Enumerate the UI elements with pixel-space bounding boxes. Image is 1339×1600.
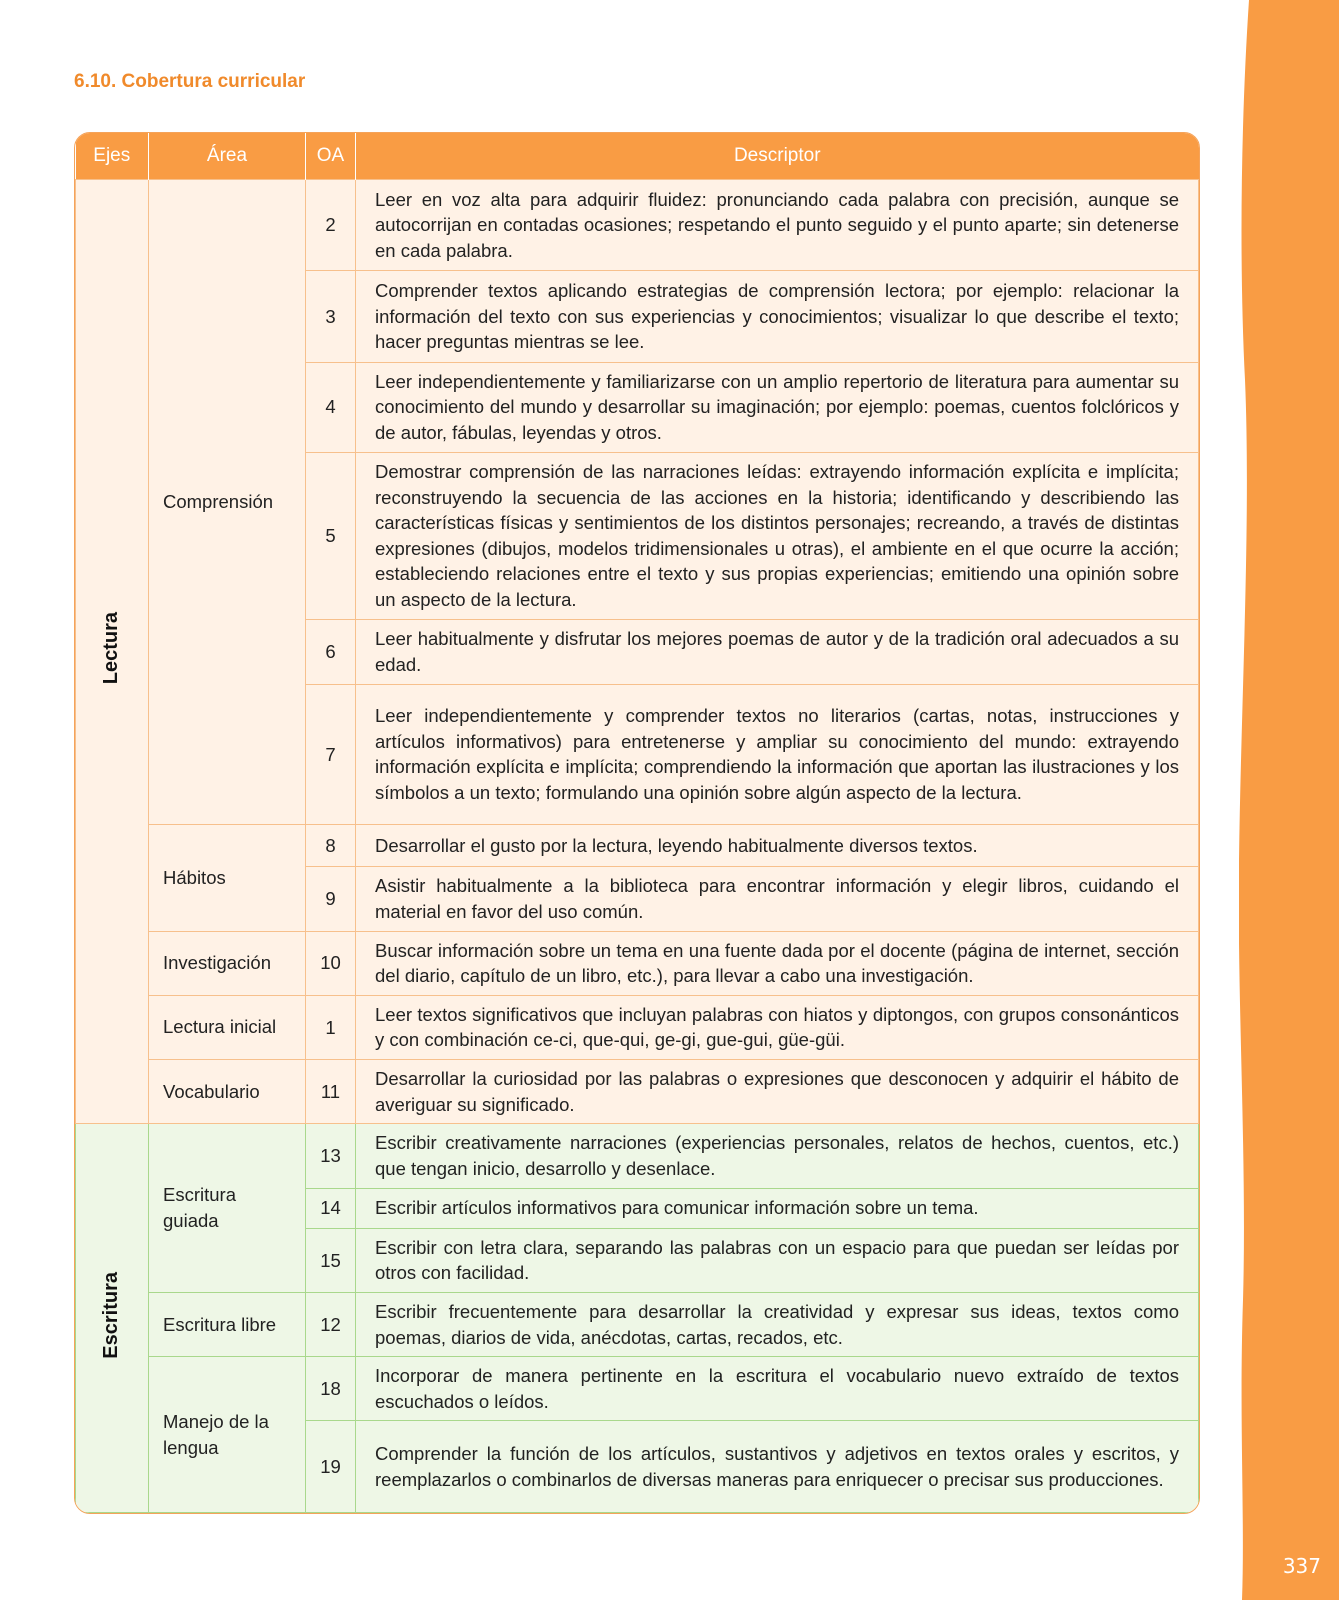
oa-cell: 6 [306,620,356,684]
oa-cell: 12 [306,1292,356,1356]
descriptor-cell: Comprender textos aplicando estrategias de comprensión lectora; por ejemplo: relacionar la información del texto con sus experiencias y conocimientos; visualizar lo que describe el texto; hacer preguntas mientras se lee. [356,271,1199,362]
descriptor-cell: Leer independientemente y comprender textos no literarios (cartas, notas, instrucciones y artículos informativos) para entretenerse y ampliar su conocimiento del mundo: extrayendo información explícita e implícita; comprendiendo la información que aportan las ilustraciones y los símbolos a un texto; formulando una opinión sobre algún aspecto de la lectura. [356,684,1199,825]
header-ejes: Ejes [76,133,149,180]
oa-cell: 3 [306,271,356,362]
descriptor-cell: Comprender la función de los artículos, sustantivos y adjetivos en textos orales y escritos, y reemplazarlos o combinarlos de diversas maneras para enriquecer o precisar sus producciones. [356,1421,1199,1513]
descriptor-cell: Leer en voz alta para adquirir fluidez: pronunciando cada palabra con precisión, aunque se autocorrijan en contadas ocasiones; respetando el punto seguido y el punto aparte; sin detenerse en cada palabra. [356,180,1199,271]
eje-label: Escritura [100,1271,123,1359]
table-row [76,180,1199,271]
area-investigacion: Investigación [149,931,306,995]
header-descriptor: Descriptor [356,133,1199,180]
descriptor-cell: Desarrollar la curiosidad por las palabras o expresiones que desconocen y adquirir el hábito de averiguar su significado. [356,1060,1199,1124]
page-number: 337 [1282,1554,1321,1578]
descriptor-cell: Escribir con letra clara, separando las palabras con un espacio para que puedan ser leídas por otros con facilidad. [356,1228,1199,1292]
area-manejo-lengua: Manejo de la lengua [149,1357,306,1513]
table-row [76,1060,1199,1124]
descriptor-cell: Escribir frecuentemente para desarrollar la creatividad y expresar sus ideas, textos como poemas, diarios de vida, anécdotas, cartas, recados, etc. [356,1292,1199,1356]
eje-escritura [76,1124,149,1513]
orange-side-band [1239,0,1339,1600]
descriptor-cell: Leer habitualmente y disfrutar los mejores poemas de autor y de la tradición oral adecuados a su edad. [356,620,1199,684]
oa-cell: 9 [306,867,356,931]
area-habitos: Hábitos [149,825,306,931]
oa-cell: 13 [306,1124,356,1188]
descriptor-cell: Escribir creativamente narraciones (experiencias personales, relatos de hechos, cuentos, etc.) que tengan inicio, desarrollo y desenlace. [356,1124,1199,1188]
descriptor-cell: Buscar información sobre un tema en una fuente dada por el docente (página de internet, sección del diario, capítulo de un libro, etc.), para llevar a cabo una investigación. [356,931,1199,995]
descriptor-cell: Escribir artículos informativos para comunicar información sobre un tema. [356,1188,1199,1228]
curriculum-coverage-table [74,132,1200,1514]
area-lectura-inicial: Lectura inicial [149,995,306,1059]
descriptor-cell: Demostrar comprensión de las narraciones leídas: extrayendo información explícita e implícita; reconstruyendo la secuencia de las acciones en la historia; identificando y describiendo las características físicas y sentimientos de los distintos personajes; recreando, a través de distintas expresiones (dibujos, modelos tridimensionales u otras), el ambiente en el que ocurre la acción; estableciendo relaciones entre el texto y sus propias experiencias; emitiendo una opinión sobre un aspecto de la lectura. [356,452,1199,620]
table-row [76,1292,1199,1356]
descriptor-cell: Asistir habitualmente a la biblioteca para encontrar información y elegir libros, cuidando el material en favor del uso común. [356,867,1199,931]
oa-cell: 5 [306,452,356,620]
descriptor-cell: Leer textos significativos que incluyan palabras con hiatos y diptongos, con grupos consonánticos y con combinación ce-ci, que-qui, ge-gi, gue-gui, güe-güi. [356,995,1199,1059]
table-row [76,1357,1199,1421]
oa-cell: 15 [306,1228,356,1292]
oa-cell: 4 [306,362,356,452]
table-row [76,825,1199,867]
oa-cell: 18 [306,1357,356,1421]
table-header-row [76,133,1199,180]
descriptor-cell: Leer independientemente y familiarizarse con un amplio repertorio de literatura para aumentar su conocimiento del mundo y desarrollar su imaginación; por ejemplo: poemas, cuentos folclóricos y de autor, fábulas, leyendas y otros. [356,362,1199,452]
header-oa: OA [306,133,356,180]
oa-cell: 10 [306,931,356,995]
area-comprension: Comprensión [149,180,306,825]
table-row [76,1124,1199,1188]
table-row [76,931,1199,995]
section-title: 6.10. Cobertura curricular [74,71,306,92]
oa-cell: 11 [306,1060,356,1124]
oa-cell: 7 [306,684,356,825]
area-vocabulario: Vocabulario [149,1060,306,1124]
oa-cell: 19 [306,1421,356,1513]
area-escritura-libre: Escritura libre [149,1292,306,1356]
header-area: Área [149,133,306,180]
area-escritura-guiada: Escritura guiada [149,1124,306,1293]
oa-cell: 14 [306,1188,356,1228]
descriptor-cell: Desarrollar el gusto por la lectura, leyendo habitualmente diversos textos. [356,825,1199,867]
eje-lectura [76,180,149,1124]
descriptor-cell: Incorporar de manera pertinente en la escritura el vocabulario nuevo extraído de textos escuchados o leídos. [356,1357,1199,1421]
oa-cell: 1 [306,995,356,1059]
oa-cell: 8 [306,825,356,867]
oa-cell: 2 [306,180,356,271]
table-row [76,995,1199,1059]
eje-label: Lectura [100,612,123,685]
